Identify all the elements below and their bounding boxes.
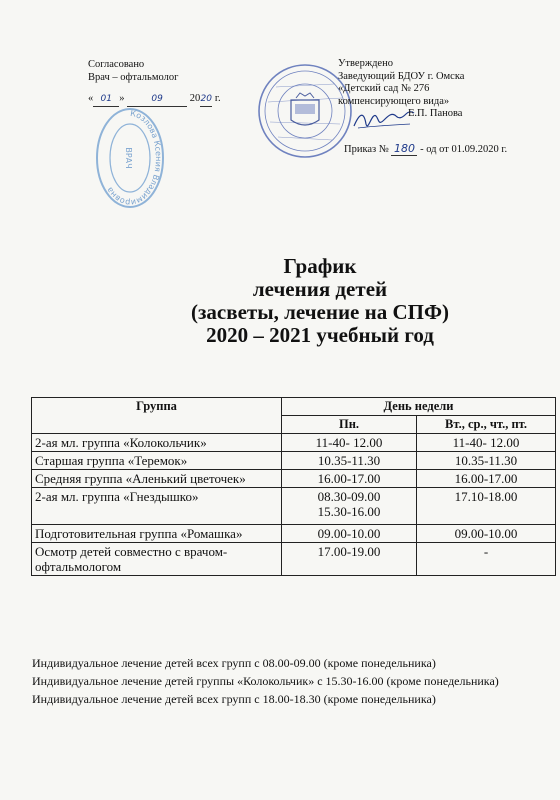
row-mon-2: 15.30-16.00 <box>317 504 381 519</box>
row-rest: 17.10-18.00 <box>417 488 556 525</box>
header-mon: Пн. <box>282 416 417 434</box>
title-line-1: График <box>283 254 357 278</box>
row-mon: 09.00-10.00 <box>282 525 417 543</box>
row-group: Средняя группа «Аленький цветочек» <box>32 470 282 488</box>
document-title <box>0 255 560 347</box>
approval-left-role: Врач – офтальмолог <box>88 72 179 83</box>
approval-right-label: Утверждено <box>338 58 393 69</box>
header-rest: Вт., ср., чт., пт. <box>417 416 556 434</box>
handwritten-day: 01 <box>100 94 112 104</box>
approval-right-line2: «Детский сад № 276 <box>338 83 430 94</box>
title-line-3: (засветы, лечение на СПФ) <box>190 300 450 324</box>
table-row <box>32 488 556 525</box>
approval-right-line3: компенсирующего вида» <box>338 95 450 107</box>
row-rest: 11-40- 12.00 <box>417 434 556 452</box>
row-group: Подготовительная группа «Ромашка» <box>32 525 282 543</box>
row-mon: 17.00-19.00 <box>282 543 417 576</box>
row-mon: 11-40- 12.00 <box>282 434 417 452</box>
row-mon: 16.00-17.00 <box>282 470 417 488</box>
row-rest: 09.00-10.00 <box>417 525 556 543</box>
doctor-stamp-center: ВРАЧ <box>124 147 133 169</box>
row-rest: 16.00-17.00 <box>417 470 556 488</box>
approval-right <box>338 58 464 121</box>
row-rest: - <box>417 543 556 576</box>
header-days: День недели <box>282 398 556 416</box>
order-line: Приказ № 180 - од от 01.09.2020 г. <box>344 142 508 155</box>
schedule-table <box>31 397 556 576</box>
row-mon: 08.30-09.00 <box>317 489 381 504</box>
handwritten-month: 09 <box>151 94 163 104</box>
header-group: Группа <box>32 398 282 434</box>
row-mon: 10.35-11.30 <box>282 452 417 470</box>
approval-right-line1: Заведующий БДОУ г. Омска <box>338 70 465 82</box>
table-row <box>32 452 556 470</box>
row-group: Осмотр детей совместно с врачом-офтальмологом <box>32 543 282 576</box>
notes <box>32 656 502 710</box>
row-group: 2-ая мл. группа «Колокольчик» <box>32 434 282 452</box>
table-row <box>32 525 556 543</box>
approval-left-label: Согласовано <box>88 59 145 70</box>
handwritten-year: 20 <box>200 94 212 104</box>
table-row <box>32 470 556 488</box>
table-header-row <box>32 398 556 416</box>
table-row <box>32 434 556 452</box>
approval-left <box>88 58 221 107</box>
approval-right-signer: Е.П. Панова <box>408 108 463 119</box>
title-line-4: 2020 – 2021 учебный год <box>206 323 434 347</box>
row-mon-cell <box>282 488 417 525</box>
handwritten-order-number: 180 <box>393 142 415 155</box>
approval-left-date: « 01 » 09 2020 г. <box>88 92 221 107</box>
doctor-stamp-ring-text: Козлова Ксения Владимировна <box>105 108 163 208</box>
row-group: Старшая группа «Теремок» <box>32 452 282 470</box>
title-line-2: лечения детей <box>252 277 388 301</box>
doctor-stamp <box>94 106 166 210</box>
note-3: Индивидуальное лечение детей всех групп с 18.00-18.30 (кроме понедельника) <box>32 692 436 706</box>
note-2: Индивидуальное лечение детей группы «Колокольчик» с 15.30-16.00 (кроме понедельника) <box>32 674 499 688</box>
row-group: 2-ая мл. группа «Гнездышко» <box>32 488 282 525</box>
table-row <box>32 543 556 576</box>
row-rest: 10.35-11.30 <box>417 452 556 470</box>
note-1: Индивидуальное лечение детей всех групп с 08.00-09.00 (кроме понедельника) <box>32 656 436 670</box>
